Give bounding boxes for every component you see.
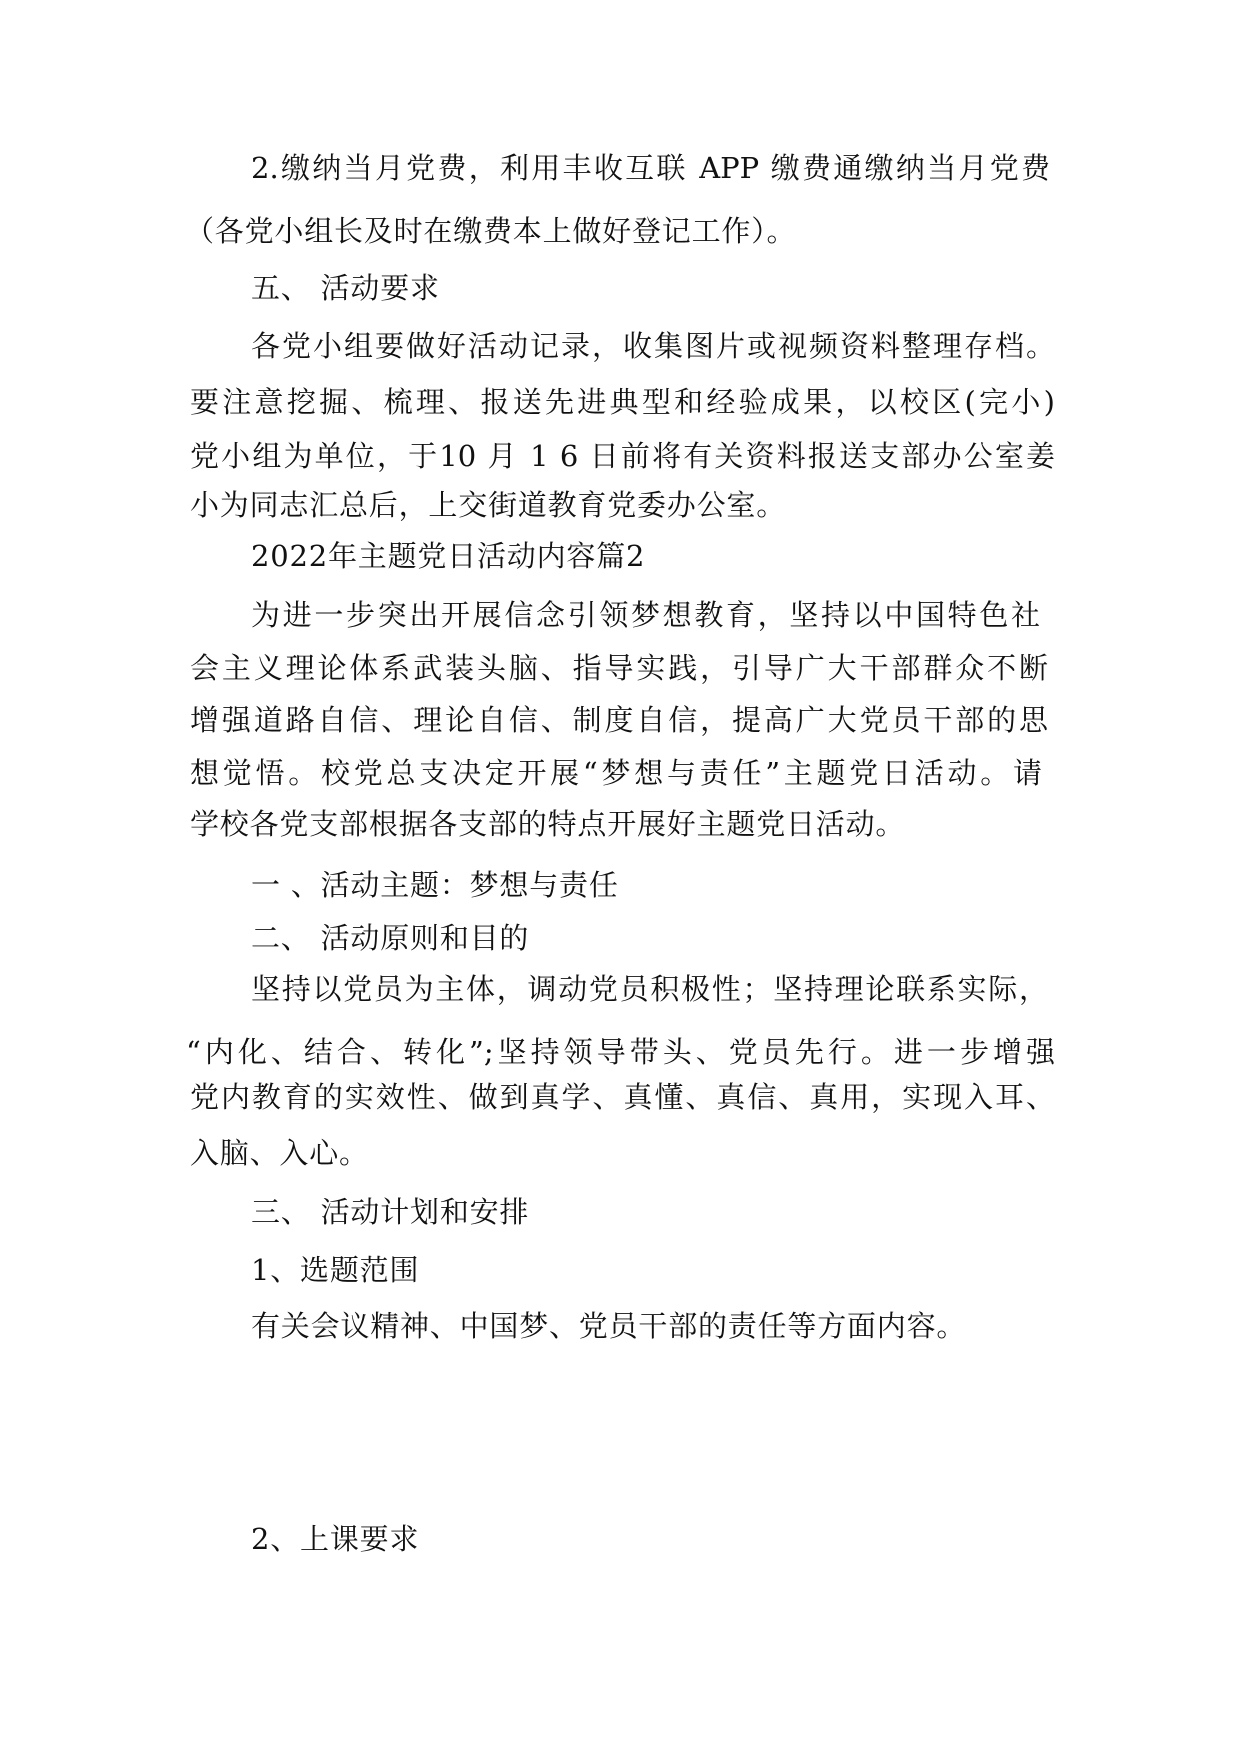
paragraph-line: 党小组为单位，于10 月 1 6 日前将有关资料报送支部办公室姜 — [190, 439, 1055, 473]
paragraph-line: 为进一步突出开展信念引领梦想教育，坚持以中国特色社 — [251, 598, 1040, 632]
paragraph-line: 小为同志汇总后，上交街道教育党委办公室。 — [190, 488, 787, 522]
paragraph-line: 2.缴纳当月党费，利用丰收互联 APP 缴费通缴纳当月党费 — [251, 151, 1050, 185]
paragraph-line: 坚持以党员为主体，调动党员积极性；坚持理论联系实际， — [251, 972, 1048, 1006]
paragraph-line: 想觉悟。校党总支决定开展“梦想与责任”主题党日活动。请 — [190, 756, 1042, 790]
section-heading: 一 、活动主题：梦想与责任 — [251, 868, 619, 902]
paragraph-line: 会主义理论体系武装头脑、指导实践，引导广大干部群众不断 — [190, 651, 1048, 685]
article-title: 2022年主题党日活动内容篇2 — [251, 539, 646, 573]
paragraph-line: 要注意挖掘、梳理、报送先进典型和经验成果，以校区(完小) — [190, 385, 1055, 419]
subsection-heading: 1、选题范围 — [251, 1253, 420, 1287]
paragraph-line: 各党小组要做好活动记录，收集图片或视频资料整理存档。 — [251, 329, 1055, 363]
subsection-heading: 2、上课要求 — [251, 1522, 420, 1556]
paragraph-line: 学校各党支部根据各支部的特点开展好主题党日活动。 — [190, 807, 906, 841]
paragraph-line: “内化、结合、转化”;坚持领导带头、党员先行。进一步增强 — [186, 1035, 1055, 1069]
paragraph-line: 党内教育的实效性、做到真学、真懂、真信、真用，实现入耳、 — [190, 1080, 1055, 1114]
paragraph-line: （各党小组长及时在缴费本上做好登记工作）。 — [185, 214, 797, 248]
paragraph-line: 入脑、入心。 — [190, 1136, 369, 1170]
paragraph-line: 增强道路自信、理论自信、制度自信，提高广大党员干部的思 — [190, 703, 1048, 737]
section-heading: 五、 活动要求 — [251, 271, 440, 305]
paragraph-line: 有关会议精神、中国梦、党员干部的责任等方面内容。 — [251, 1309, 967, 1343]
section-heading: 三、 活动计划和安排 — [251, 1195, 530, 1229]
section-heading: 二、 活动原则和目的 — [251, 921, 530, 955]
